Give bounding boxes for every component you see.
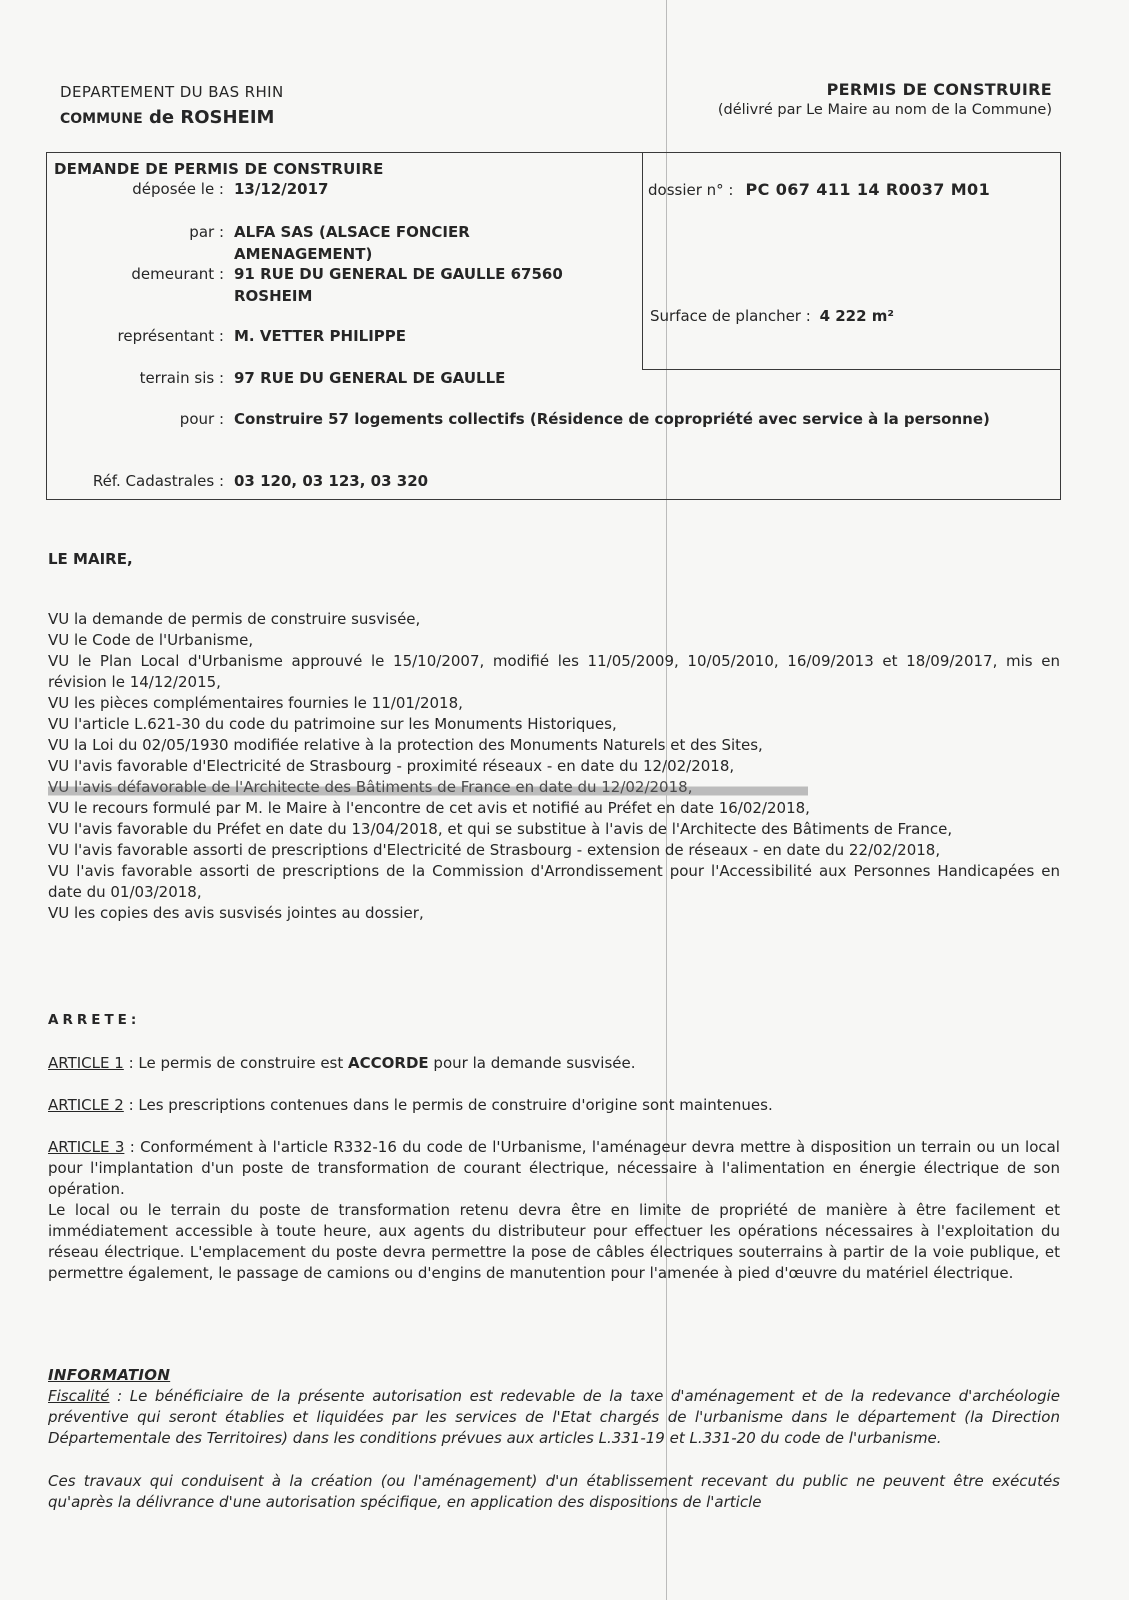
field-value: 03 120, 03 123, 03 320	[234, 472, 429, 490]
document-subtitle: (délivré par Le Maire au nom de la Commune)	[717, 102, 1052, 118]
dossier-label: dossier n° :	[648, 181, 734, 199]
fiscal-text: : Le bénéficiaire de la présente autorisation est redevable de la taxe d'aménagement et de la redevance d'archéologie préventive qui seront établies et liquidées par les services de l'Etat chargés de l'urbanisme dans le département (la Direction Départementale des Territoires) dans les conditions prévues aux articles L.331-19 et L.331-20 du code de l'urbanisme.	[48, 1387, 1060, 1447]
field-value: 91 RUE DU GENERAL DE GAULLE 67560 ROSHEIM	[234, 265, 563, 305]
floor-area-label: Surface de plancher :	[650, 307, 811, 325]
article-label: ARTICLE 1	[48, 1054, 124, 1072]
vu-item: VU le Code de l'Urbanisme,	[48, 631, 254, 649]
request-title: DEMANDE DE PERMIS DE CONSTRUIRE	[54, 160, 384, 178]
vu-item: VU la Loi du 02/05/1930 modifiée relative à la protection des Monuments Naturels et des Sites,	[48, 736, 763, 754]
vu-item: VU la demande de permis de construire susvisée,	[48, 610, 421, 628]
erp-paragraph: Ces travaux qui conduisent à la création (ou l'aménagement) d'un établissement recevant du public ne peuvent être exécutés qu'après la délivrance d'une autorisation spécifique, en application des dispositions de l'article	[48, 1472, 1060, 1511]
commune-prefix: COMMUNE	[60, 111, 143, 127]
article-text: : Les prescriptions contenues dans le permis de construire d'origine sont maintenues.	[123, 1096, 773, 1114]
document-title: PERMIS DE CONSTRUIRE	[826, 80, 1052, 99]
field-label: déposée le :	[132, 180, 224, 198]
vu-item: VU l'avis favorable assorti de prescriptions d'Electricité de Strasbourg - extension de réseaux - en date du 22/02/2018,	[48, 841, 941, 859]
floor-area	[650, 307, 894, 325]
field-label: terrain sis :	[139, 369, 224, 387]
fiscal-paragraph	[48, 1386, 1060, 1449]
field-value: ALFA SAS (ALSACE FONCIER AMENAGEMENT)	[234, 223, 470, 263]
article-label: ARTICLE 2	[48, 1096, 124, 1114]
field-value: Construire 57 logements collectifs (Résidence de copropriété avec service à la personne)	[234, 410, 990, 428]
article-paragraph: Le local ou le terrain du poste de transformation retenu devra être en limite de propriété de manière à être facilement et immédiatement accessible à toute heure, aux agents du distributeur pour effectuer les opérations nécessaires à l'exploitation du réseau électrique. L'emplacement du poste devra permettre la pose de câbles électriques souterrains à partir de la voie publique, et permettre également, le passage de camions ou d'engins de manutention pour l'amenée à pied d'œuvre du matériel électrique.	[48, 1201, 1060, 1282]
dossier-value: PC 067 411 14 R0037 M01	[745, 180, 991, 199]
commune-name	[60, 107, 284, 128]
article-2	[48, 1095, 1060, 1116]
vu-item: VU le Plan Local d'Urbanisme approuvé le 15/10/2007, modifié les 11/05/2009, 10/05/2010, 16/09/2013 et 18/09/2017, mis en révision le 14/12/2015,	[48, 652, 1060, 691]
information-section	[48, 1365, 1060, 1535]
article-text: : Conformément à l'article R332-16 du code de l'Urbanisme, l'aménageur devra mettre à disposition un terrain ou un local pour l'implantation d'un poste de transformation de courant électrique, nécessaire à l'alimentation en énergie électrique de son opération.	[48, 1138, 1060, 1198]
field-value: 13/12/2017	[234, 180, 329, 198]
vu-item-highlighted: VU l'avis défavorable de l'Architecte des Bâtiments de France en date du 12/02/2018,	[48, 777, 808, 798]
dossier-number	[648, 180, 990, 199]
vu-item: VU l'article L.621-30 du code du patrimoine sur les Monuments Historiques,	[48, 715, 617, 733]
article-3	[48, 1137, 1060, 1284]
article-text: pour la demande susvisée.	[428, 1054, 636, 1072]
department-name: DEPARTEMENT DU BAS RHIN	[60, 83, 284, 101]
vu-item: VU les pièces complémentaires fournies le 11/01/2018,	[48, 694, 463, 712]
le-maire-heading: LE MAIRE,	[48, 550, 133, 568]
vu-item: VU les copies des avis susvisés jointes au dossier,	[48, 904, 424, 922]
floor-area-value: 4 222 m²	[819, 307, 894, 325]
field-label: par :	[189, 223, 224, 241]
article-1	[48, 1053, 1060, 1074]
article-label: ARTICLE 3	[48, 1138, 125, 1156]
fiscal-label: Fiscalité	[48, 1387, 110, 1405]
article-decision: ACCORDE	[348, 1054, 429, 1072]
commune-title: de ROSHEIM	[148, 107, 275, 128]
vu-item: VU le recours formulé par M. le Maire à l'encontre de cet avis et notifié au Préfet en date 16/02/2018,	[48, 799, 810, 817]
vu-item: VU l'avis favorable d'Electricité de Strasbourg - proximité réseaux - en date du 12/02/2018,	[48, 757, 735, 775]
field-label: représentant :	[117, 327, 224, 345]
information-heading: INFORMATION	[48, 1366, 171, 1384]
field-label: Réf. Cadastrales :	[92, 472, 224, 490]
document-type-block	[718, 80, 1052, 118]
field-label: pour :	[179, 410, 224, 428]
field-value: 97 RUE DU GENERAL DE GAULLE	[234, 369, 506, 387]
field-label: demeurant :	[131, 265, 224, 283]
vu-item: VU l'avis favorable assorti de prescriptions de la Commission d'Arrondissement pour l'Accessibilité aux Personnes Handicapées en date du 01/03/2018,	[48, 862, 1060, 901]
article-text: : Le permis de construire est	[123, 1054, 349, 1072]
field-value: M. VETTER PHILIPPE	[234, 327, 407, 345]
arrete-heading: ARRETE:	[48, 1012, 141, 1028]
issuer-block	[60, 83, 284, 128]
vu-list	[48, 609, 1060, 924]
vu-item: VU l'avis favorable du Préfet en date du 13/04/2018, et qui se substitue à l'avis de l'Architecte des Bâtiments de France,	[48, 820, 953, 838]
